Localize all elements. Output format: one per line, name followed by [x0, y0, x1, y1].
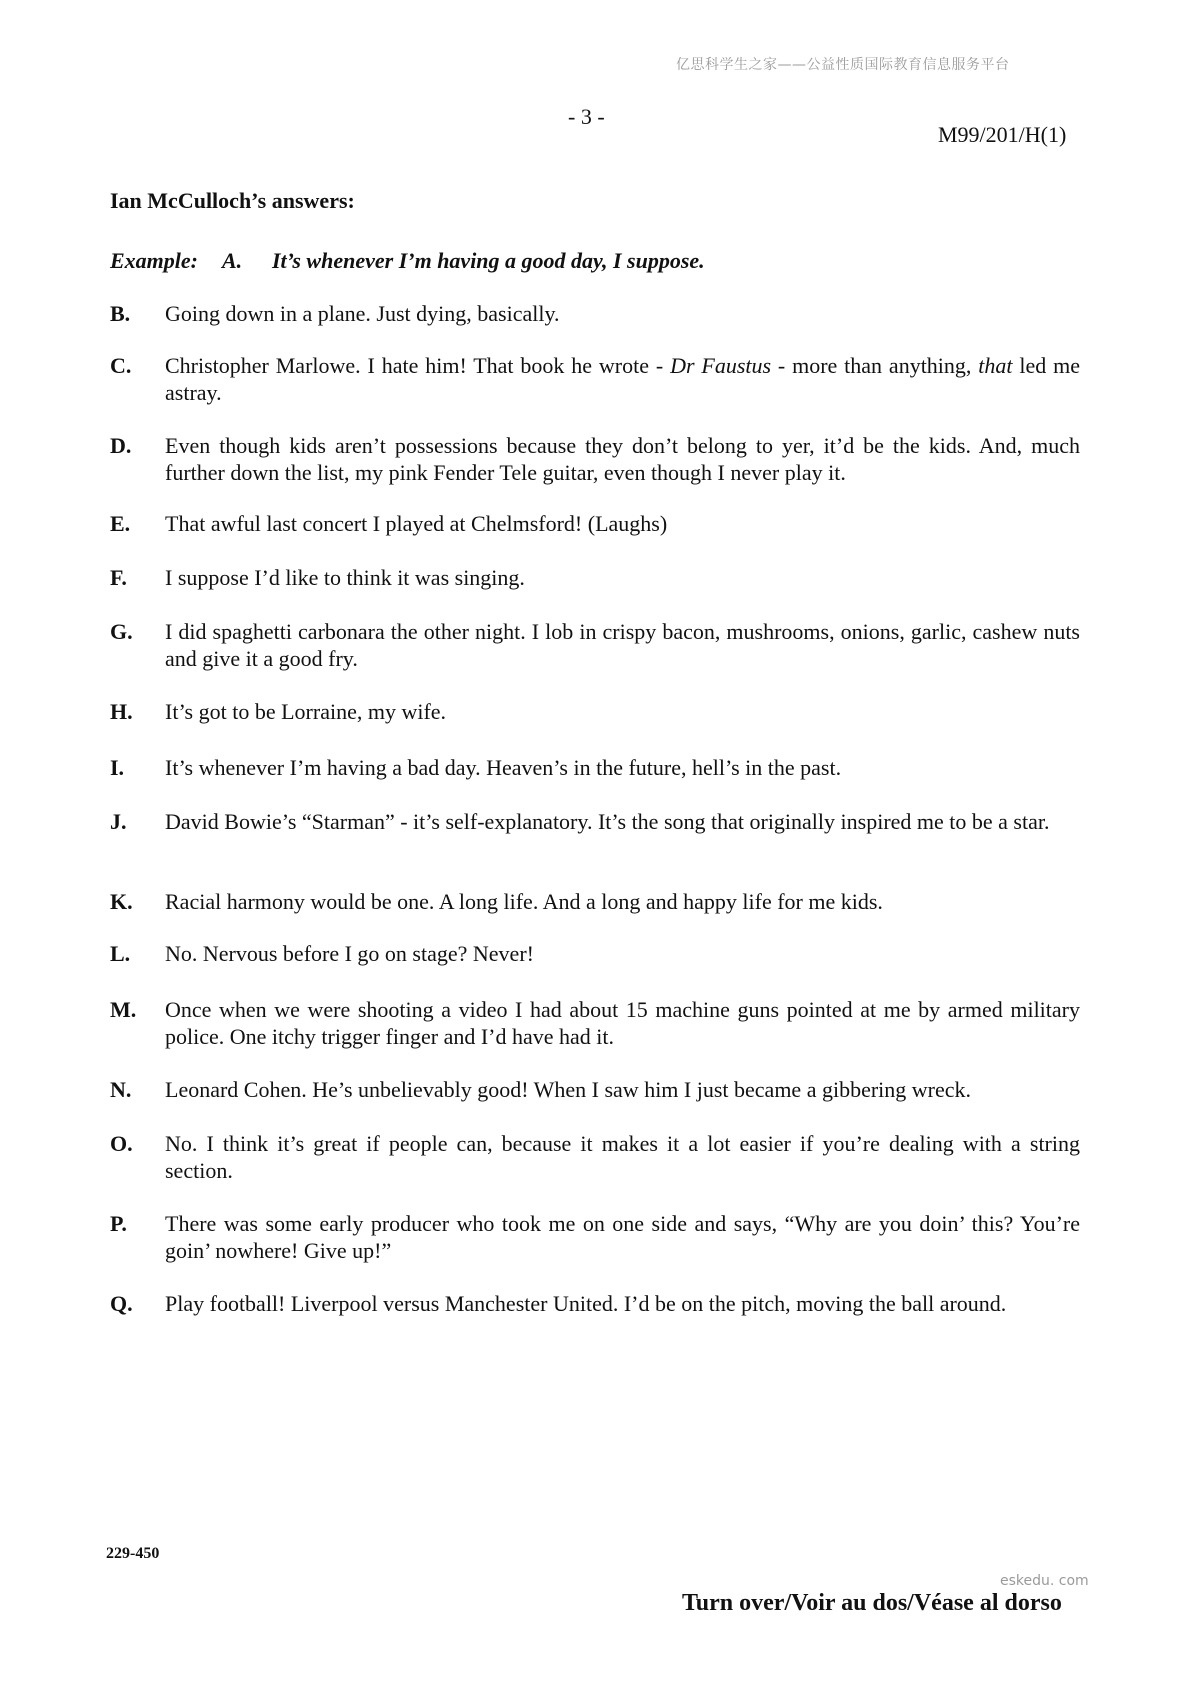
answer-item — [110, 352, 1080, 406]
answer-letter: H. — [110, 699, 133, 724]
answer-letter: N. — [110, 1077, 132, 1102]
answer-text: Racial harmony would be one. A long life. And a long and happy life for me kids. — [165, 889, 883, 914]
answer-letter: Q. — [110, 1291, 133, 1316]
example-text: It’s whenever I’m having a good day, I suppose. — [272, 248, 705, 273]
example-letter: A. — [222, 248, 243, 273]
answer-item — [110, 618, 1080, 672]
answer-item — [110, 940, 1080, 967]
answer-letter: O. — [110, 1131, 133, 1156]
answer-letter: E. — [110, 511, 131, 536]
answer-text: There was some early producer who took me on one side and says, “Why are you doin’ this? You’re goin’ nowhere! Give up!” — [165, 1211, 1080, 1263]
answer-letter: P. — [110, 1211, 127, 1236]
answer-item — [110, 510, 1080, 537]
answer-item — [110, 996, 1080, 1050]
document-code: M99/201/H(1) — [938, 122, 1067, 147]
answer-item — [110, 1210, 1080, 1264]
answer-text: Leonard Cohen. He’s unbelievably good! When I saw him I just became a gibbering wreck. — [165, 1077, 972, 1102]
answer-text: No. Nervous before I go on stage? Never! — [165, 941, 534, 966]
book-title: Dr Faustus — [670, 353, 772, 378]
answer-letter: J. — [110, 809, 127, 834]
answer-item — [110, 1076, 1080, 1103]
watermark-top: 亿思科学生之家——公益性质国际教育信息服务平台 — [676, 57, 1010, 73]
answer-text: Once when we were shooting a video I had about 15 machine guns pointed at me by armed military police. One itchy trigger finger and I’d have had it. — [165, 997, 1080, 1049]
answer-text: Play football! Liverpool versus Manchester United. I’d be on the pitch, moving the ball around. — [165, 1291, 1007, 1316]
answer-item — [110, 564, 1080, 591]
answer-text: Christopher Marlowe. I hate him! That book he wrote - Dr Faustus - more than anything, that led me astray. — [165, 353, 1080, 405]
example-answer — [110, 248, 705, 274]
turn-over-note: Turn over/Voir au dos/Véase al dorso — [682, 1590, 1062, 1616]
answer-text: Even though kids aren’t possessions because they don’t belong to yer, it’d be the kids. And, much further down the list, my pink Fender Tele guitar, even though I never play it. — [165, 433, 1080, 485]
answer-letter: B. — [110, 301, 131, 326]
section-title: Ian McCulloch’s answers: — [110, 188, 355, 213]
answer-item — [110, 888, 1080, 915]
answer-text: That awful last concert I played at Chelmsford! (Laughs) — [165, 511, 668, 536]
watermark-bottom: eskedu. com — [1000, 1573, 1089, 1589]
answer-item — [110, 1290, 1080, 1317]
answer-item — [110, 1130, 1080, 1184]
page-number: - 3 - — [568, 104, 605, 129]
answer-item — [110, 754, 1080, 781]
answer-letter: L. — [110, 941, 131, 966]
answer-text: It’s whenever I’m having a bad day. Heaven’s in the future, hell’s in the past. — [165, 755, 842, 780]
answer-text: No. I think it’s great if people can, because it makes it a lot easier if you’re dealing with a string section. — [165, 1131, 1080, 1183]
answer-item — [110, 808, 1080, 835]
answer-item — [110, 432, 1080, 486]
answer-letter: F. — [110, 565, 127, 590]
answer-item — [110, 300, 1080, 327]
emphasis: that — [978, 353, 1013, 378]
answer-letter: M. — [110, 997, 137, 1022]
answer-letter: D. — [110, 433, 132, 458]
answer-text: I suppose I’d like to think it was singing. — [165, 565, 525, 590]
answer-text: Going down in a plane. Just dying, basically. — [165, 301, 560, 326]
answer-text: It’s got to be Lorraine, my wife. — [165, 699, 447, 724]
answer-letter: C. — [110, 353, 132, 378]
answer-item — [110, 698, 1080, 725]
answer-letter: I. — [110, 755, 125, 780]
answer-text: I did spaghetti carbonara the other night. I lob in crispy bacon, mushrooms, onions, garlic, cashew nuts and give it a good fry. — [165, 619, 1080, 671]
footer-code: 229-450 — [106, 1545, 160, 1562]
answer-letter: G. — [110, 619, 133, 644]
example-label: Example: — [110, 248, 198, 273]
answer-letter: K. — [110, 889, 133, 914]
answer-text: David Bowie’s “Starman” - it’s self-explanatory. It’s the song that originally inspired me to be a star. — [165, 809, 1050, 834]
